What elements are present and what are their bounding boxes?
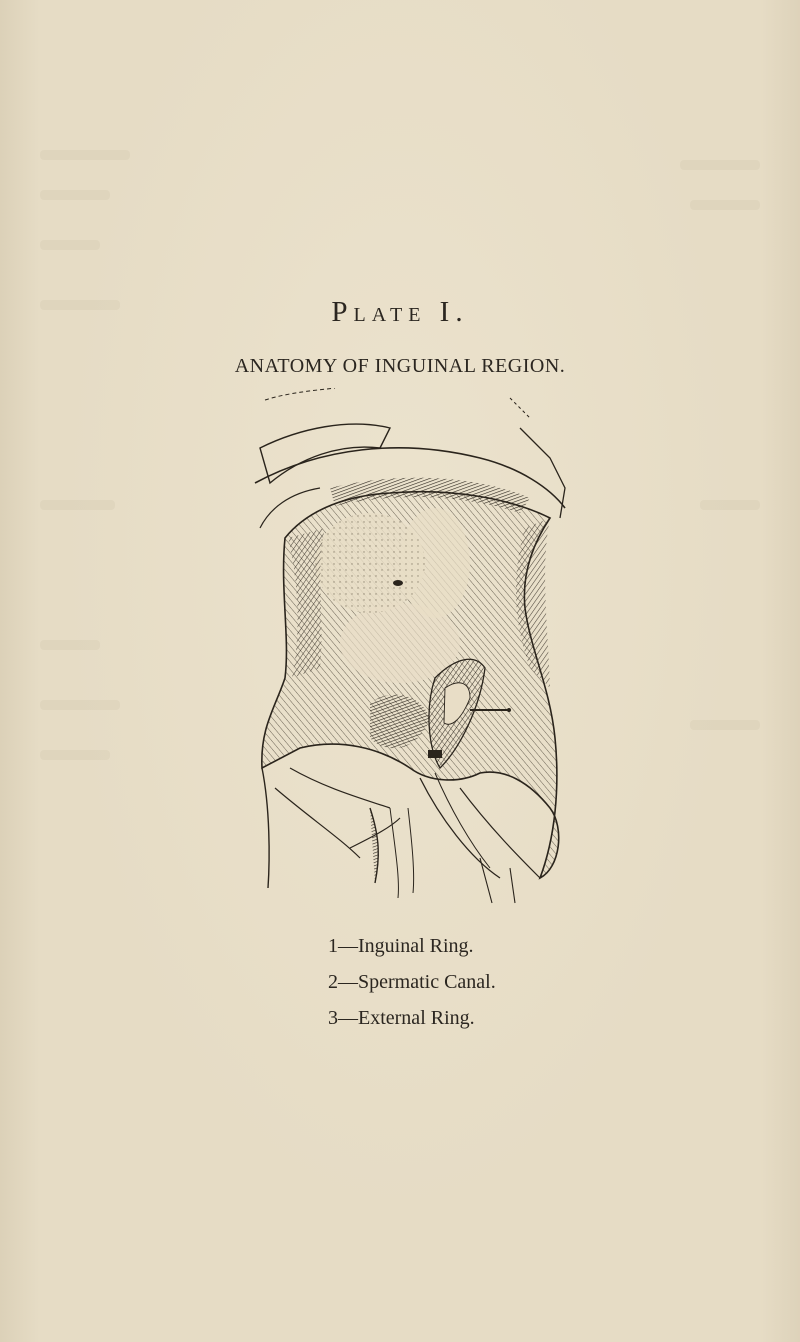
legend-item-inguinal-ring: 1—Inguinal Ring.	[328, 935, 474, 957]
legend-item-external-ring: 3—External Ring.	[328, 1007, 475, 1029]
plate-subtitle: ANATOMY OF INGUINAL REGION.	[234, 355, 566, 377]
anatomical-torso-engraving-icon	[230, 388, 590, 908]
figure-legend	[328, 928, 628, 1036]
plate-title: Plate I.	[331, 296, 469, 328]
legend-item-spermatic-canal: 2—Spermatic Canal.	[328, 971, 496, 993]
